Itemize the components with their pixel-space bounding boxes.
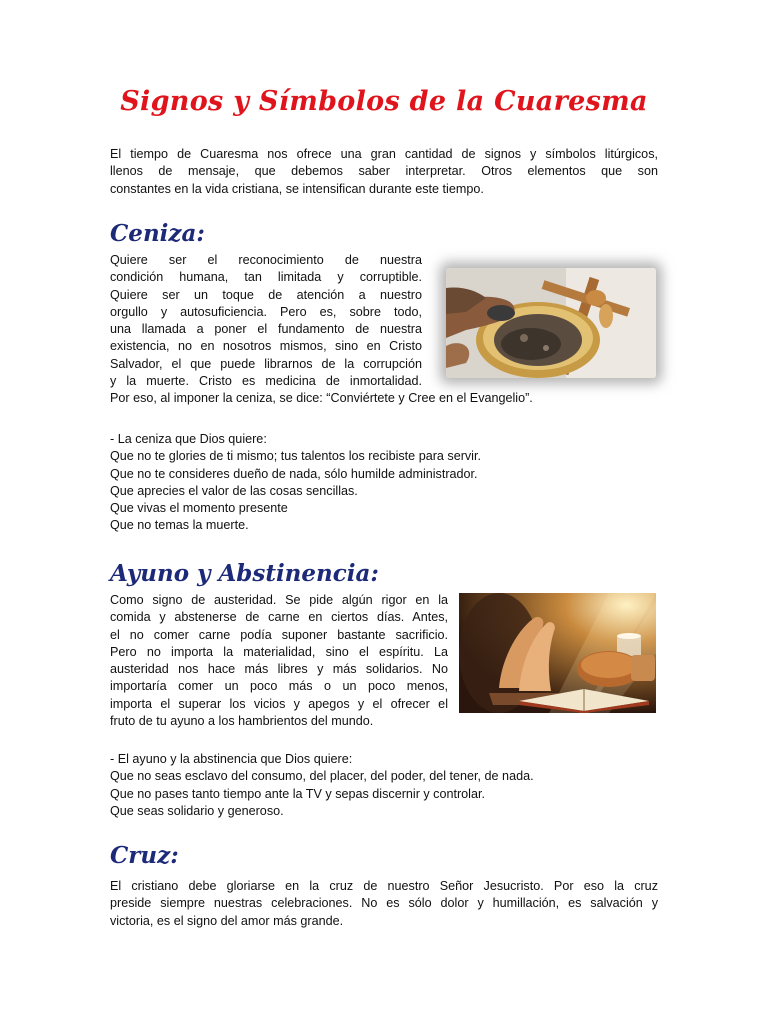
ceniza-quiere-line: Que aprecies el valor de las cosas sencillas. — [110, 483, 358, 498]
ceniza-quiere-line: Que no temas la muerte. — [110, 518, 249, 533]
ayuno-quiere-list — [110, 751, 670, 820]
ayuno-quiere-line: - El ayuno y la abstinencia que Dios quiere: — [110, 752, 353, 766]
ceniza-quiere-line: Que no te consideres dueño de nada, sólo humilde administrador. — [110, 466, 478, 481]
intro-paragraph — [110, 146, 658, 198]
ceniza-line: y la muerte. Cristo es medicina de inmortalidad. — [110, 374, 422, 389]
ceniza-paragraph — [110, 252, 533, 408]
page-title: Signos y Símbolos de la Cuaresma — [120, 86, 648, 117]
ceniza-quiere-line: Que no te glories de ti mismo; tus talentos los recibiste para servir. — [110, 449, 481, 464]
ayuno-line: importaría comer un poco más o un poco menos, — [110, 679, 448, 694]
ceniza-quiere-list — [110, 431, 650, 535]
cruz-line: victoria, es el signo del amor más grande. — [110, 913, 344, 928]
ceniza-line: orgullo y autosuficiencia. Pero es, sobre todo, — [110, 304, 422, 319]
ayuno-quiere-line: Que no seas esclavo del consumo, del placer, del poder, del tener, de nada. — [110, 769, 534, 784]
ayuno-line: austeridad nos hace más libres y más solidarios. No — [110, 662, 448, 677]
praying-hands-photo — [459, 593, 656, 713]
cruz-heading: Cruz: — [110, 842, 179, 869]
ceniza-line: una llamada a poner el fundamento de nuestra — [110, 322, 422, 337]
intro-line: constantes en la vida cristiana, se intensifican durante este tiempo. — [110, 181, 484, 196]
cruz-line: preside siempre nuestras celebraciones. No es sólo dolor y humillación, es salvación y — [110, 896, 658, 911]
ayuno-line: comida y abstenerse de carne en ciertos días. Antes, — [110, 610, 448, 625]
ayuno-quiere-line: Que seas solidario y generoso. — [110, 803, 284, 818]
ayuno-line: Pero no importa la materialidad, sino el espíritu. La — [110, 644, 448, 659]
cruz-line: El cristiano debe gloriarse en la cruz de nuestro Señor Jesucristo. Por eso la cruz — [110, 879, 658, 893]
ceniza-line: condición humana, tan limitada y corruptible. — [110, 270, 422, 285]
ashes-photo — [446, 268, 656, 378]
ceniza-quiere-line: Que vivas el momento presente — [110, 501, 288, 516]
ayuno-line: el no comer carne podía suponer bastante sacrificio. — [110, 627, 448, 642]
intro-line: llenos de mensaje, que debemos saber interpretar. Otros elementos que son — [110, 164, 658, 179]
ayuno-heading: Ayuno y Abstinencia: — [110, 560, 379, 587]
ceniza-line: Por eso, al imponer la ceniza, se dice: “Conviértete y Cree en el Evangelio”. — [110, 391, 533, 406]
ceniza-line: Quiere ser el reconocimiento de nuestra — [110, 253, 422, 267]
ayuno-line: Como signo de austeridad. Se pide algún rigor en la — [110, 593, 448, 607]
ceniza-line: Quiere ser un toque de atención a nuestro — [110, 287, 422, 302]
ayuno-paragraph — [110, 592, 448, 730]
ceniza-quiere-line: - La ceniza que Dios quiere: — [110, 432, 267, 446]
ayuno-line: importa el superar los vicios y apegos y el ofrecer el — [110, 696, 448, 711]
ceniza-heading: Ceniza: — [110, 220, 205, 247]
ayuno-line: fruto de tu ayuno a los hambrientos del mundo. — [110, 714, 374, 729]
ceniza-line: existencia, no en nosotros mismos, sino en Cristo — [110, 339, 422, 354]
cruz-paragraph — [110, 878, 658, 930]
intro-line: El tiempo de Cuaresma nos ofrece una gran cantidad de signos y símbolos litúrgicos, — [110, 147, 658, 161]
ayuno-quiere-line: Que no pases tanto tiempo ante la TV y sepas discernir y controlar. — [110, 786, 485, 801]
ceniza-line: Salvador, el que puede librarnos de la corrupción — [110, 356, 422, 371]
